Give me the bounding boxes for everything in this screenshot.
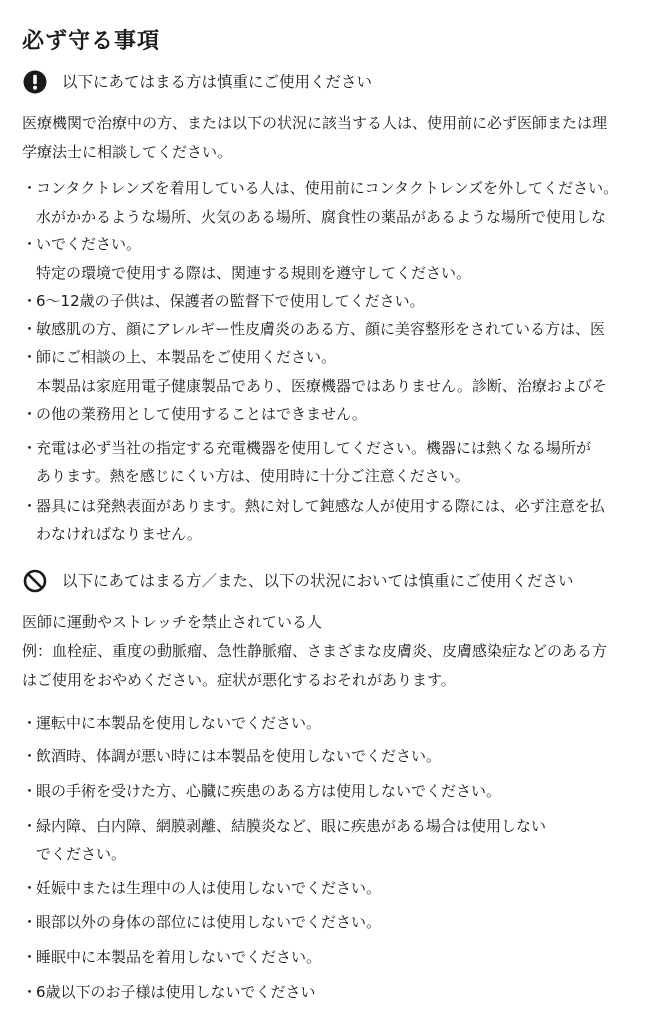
bullet-marker: ・: [22, 497, 38, 515]
bullet-marker: ・: [22, 714, 38, 732]
bullet-marker: ・: [22, 879, 38, 897]
bullet-marker: ・: [22, 292, 38, 310]
caution-item-text: 本製品は家庭用電子健康製品であり、医療機器ではありません。診断、治療およびそ: [36, 377, 607, 395]
bullet-marker: ・: [22, 913, 38, 931]
bullet-marker: ・: [22, 235, 38, 253]
bullet-marker: ・: [22, 405, 38, 423]
caution-item-text: いでください。: [36, 235, 142, 253]
bullet-marker: ・: [22, 983, 38, 1001]
caution-item-text: 師にご相談の上、本製品をご使用ください。: [36, 348, 337, 366]
prohibition-item-text: 睡眠中に本製品を着用しないでください。: [36, 948, 322, 966]
bullet-marker: ・: [22, 320, 38, 338]
prohibition-intro-line: 医師に運動やストレッチを禁止されている人: [22, 613, 322, 631]
bullet-marker: ・: [22, 348, 38, 366]
bullet-marker: ・: [22, 747, 38, 765]
caution-item-text: 充電は必ず当社の指定する充電機器を使用してください。機器には熱くなる場所が: [36, 439, 592, 457]
caution-item-text: あります。熱を感じにくい方は、使用時に十分ご注意ください。: [36, 467, 470, 485]
caution-intro-line: 学療法士に相談してください。: [22, 143, 233, 161]
bullet-marker: ・: [22, 439, 38, 457]
caution-item-text: 特定の環境で使用する際は、関連する規則を遵守してください。: [36, 264, 472, 282]
caution-heading: 以下にあてはまる方は慎重にご使用ください: [62, 73, 373, 91]
caution-item-text: コンタクトレンズを着用している人は、使用前にコンタクトレンズを外してください。: [36, 179, 619, 197]
bullet-marker: ・: [22, 782, 38, 800]
caution-item-text: 器具には発熱表面があります。熱に対して鈍感な人が使用する際には、必ず注意を払: [36, 497, 605, 515]
caution-item-text: の他の業務用として使用することはできません。: [36, 405, 367, 423]
prohibited-icon: [23, 569, 47, 593]
bullet-marker: ・: [22, 948, 38, 966]
page-title: 必ず守る事項: [22, 29, 161, 54]
prohibition-item-text: 妊娠中または生理中の人は使用しないでください。: [36, 879, 382, 897]
caution-item-text: 6～12歳の子供は、保護者の監督下で使用してください。: [36, 292, 425, 310]
prohibition-item-text: 6歳以下のお子様は使用しないでください: [36, 983, 316, 1001]
caution-item-text: 水がかかるような場所、火気のある場所、腐食性の薬品があるような場所で使用しな: [36, 208, 607, 226]
caution-item-text: わなければなりません。: [36, 525, 202, 543]
bullet-marker: ・: [22, 817, 38, 835]
prohibition-heading: 以下にあてはまる方／また、以下の状況においては慎重にご使用ください: [62, 572, 574, 590]
prohibition-item-text: 緑内障、白内障、網膜剥離、結膜炎など、眼に疾患がある場合は使用しない: [36, 817, 547, 835]
prohibition-item-text: 運転中に本製品を使用しないでください。: [36, 714, 322, 732]
caution-item-text: 敏感肌の方、顔にアレルギー性皮膚炎のある方、顔に美容整形をされている方は、医: [36, 320, 606, 338]
prohibition-item-text: 眼部以外の身体の部位には使用しないでください。: [36, 913, 382, 931]
prohibition-item-text: 飲酒時、体調が悪い時には本製品を使用しないでください。: [36, 747, 442, 765]
prohibition-item-text: でください。: [36, 845, 127, 863]
bullet-marker: ・: [22, 179, 38, 197]
prohibition-item-text: 眼の手術を受けた方、心臓に疾患のある方は使用しないでください。: [36, 782, 502, 800]
prohibition-intro-line: はご使用をおやめください。症状が悪化するおそれがあります。: [22, 671, 456, 689]
caution-intro-line: 医療機関で治療中の方、または以下の状況に該当する人は、使用前に必ず医師または理: [22, 114, 608, 132]
exclamation-circle-icon: [23, 70, 47, 94]
prohibition-intro-line: 例：血栓症、重度の動脈瘤、急性静脈瘤、さまざまな皮膚炎、皮膚感染症などのある方: [22, 642, 608, 660]
